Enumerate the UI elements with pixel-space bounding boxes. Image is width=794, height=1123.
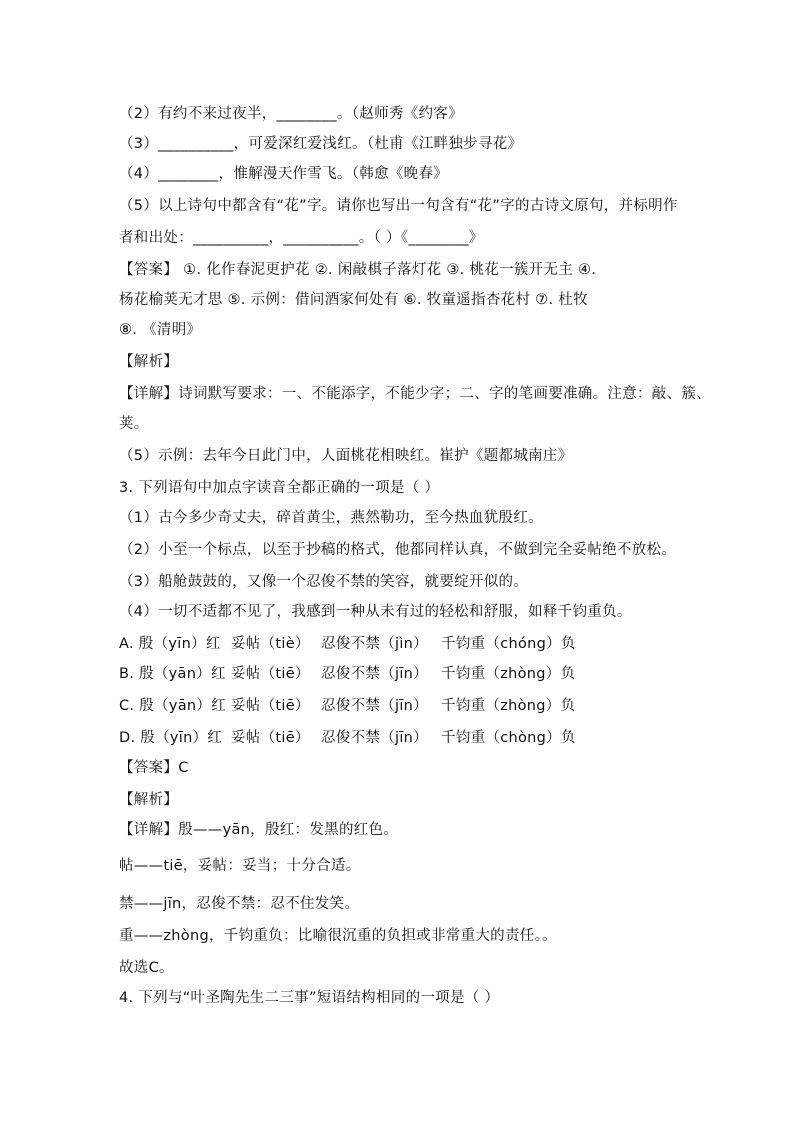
q2-detail-line-3: （5）示例：去年今日此门中，人面桃花相映红。崔护《题都城南庄》 (119, 448, 573, 464)
q3-stem: 3. 下列语句中加点字读音全都正确的一项是（ ） (119, 480, 440, 496)
option-d-part-1: D. 殷（yīn）红 (119, 730, 223, 746)
q3-detail-line-2: 帖——tiē，妥帖：妥当；十分合适。 (119, 858, 361, 874)
q3-sentence-4: （4）一切不适都不见了，我感到一种从未有过的轻松和舒服，如释千钧重负。 (119, 604, 632, 620)
q2-analysis-label: 【解析】 (119, 354, 179, 370)
q3-detail-line-1: 【详解】殷——yān，殷红：发黑的红色。 (119, 822, 399, 838)
q3-detail-line-4: 重——zhòng，千钧重负：比喻很沉重的负担或非常重大的责任。。 (119, 928, 557, 944)
q4-stem: 4. 下列与“叶圣陶先生二三事”短语结构相同的一项是（ ） (119, 990, 500, 1006)
option-b-part-2: 妥帖（tiē） (231, 666, 310, 682)
option-b-part-1: B. 殷（yān）红 (119, 666, 226, 682)
q3-option-b (119, 664, 575, 684)
q2-line-5: （5）以上诗句中都含有“花”字。请你也写出一句含有“花”字的古诗文原句，并标明作 (119, 198, 678, 214)
q3-sentence-2: （2）小至一个标点，以至于抄稿的格式，他都同样认真，不做到完全妥帖绝不放松。 (119, 542, 677, 558)
option-a-part-4: 千钧重（chóng）负 (441, 636, 576, 652)
q3-sentence-1: （1）古今多少奇丈夫，碎首黄尘，燕然勒功，至今热血犹殷红。 (119, 510, 543, 526)
option-d-part-2: 妥帖（tiē） (231, 730, 310, 746)
q3-answer: 【答案】C (119, 760, 189, 776)
q2-answer-line-2: 杨花榆荚无才思 ⑤. 示例：借问酒家何处有 ⑥. 牧童遥指杏花村 ⑦. 杜牧 (119, 292, 588, 308)
q3-analysis-label: 【解析】 (119, 792, 179, 808)
option-a-part-3: 忍俊不禁（jìn） (321, 636, 428, 652)
q2-line-5-cont: 者和出处：__________，__________。（ ）《________》 (119, 230, 484, 246)
option-b-part-4: 千钧重（zhòng）负 (441, 666, 576, 682)
option-b-part-3: 忍俊不禁（jīn） (321, 666, 428, 682)
q2-line-4: （4）________，惟解漫天作雪飞。（韩愈《晚春》 (119, 166, 449, 182)
option-a-part-2: 妥帖（tiè） (231, 636, 310, 652)
option-d-part-4: 千钧重（chòng）负 (441, 730, 576, 746)
option-c-part-4: 千钧重（zhòng）负 (441, 698, 576, 714)
q3-detail-line-5: 故选C。 (119, 960, 174, 976)
option-a-part-1: A. 殷（yīn）红 (119, 636, 221, 652)
option-d-part-3: 忍俊不禁（jīn） (321, 730, 428, 746)
q2-detail-line-2: 荚。 (119, 416, 149, 432)
q2-detail-line-1: 【详解】诗词默写要求：一、不能添字，不能少字；二、字的笔画要准确。注意：敲、簇、 (119, 386, 711, 402)
q2-line-3: （3）__________，可爱深红爱浅红。（杜甫《江畔独步寻花》 (119, 136, 523, 152)
q2-answer-line-3: ⑧. 《清明》 (119, 322, 202, 338)
q3-sentence-3: （3）船舱鼓鼓的，又像一个忍俊不禁的笑容，就要绽开似的。 (119, 574, 529, 590)
q3-option-a (119, 634, 576, 654)
option-c-part-2: 妥帖（tiē） (231, 698, 310, 714)
option-c-part-1: C. 殷（yān）红 (119, 698, 226, 714)
q2-answer-line-1: 【答案】 ①. 化作春泥更护花 ②. 闲敲棋子落灯花 ③. 桃花一簇开无主 ④. (119, 262, 597, 278)
q2-line-2: （2）有约不来过夜半，________。（赵师秀《约客》 (119, 106, 463, 122)
option-c-part-3: 忍俊不禁（jīn） (321, 698, 428, 714)
q3-detail-line-3: 禁——jīn，忍俊不禁：忍不住发笑。 (119, 896, 360, 912)
q3-option-c (119, 696, 575, 716)
q3-option-d (119, 728, 576, 748)
